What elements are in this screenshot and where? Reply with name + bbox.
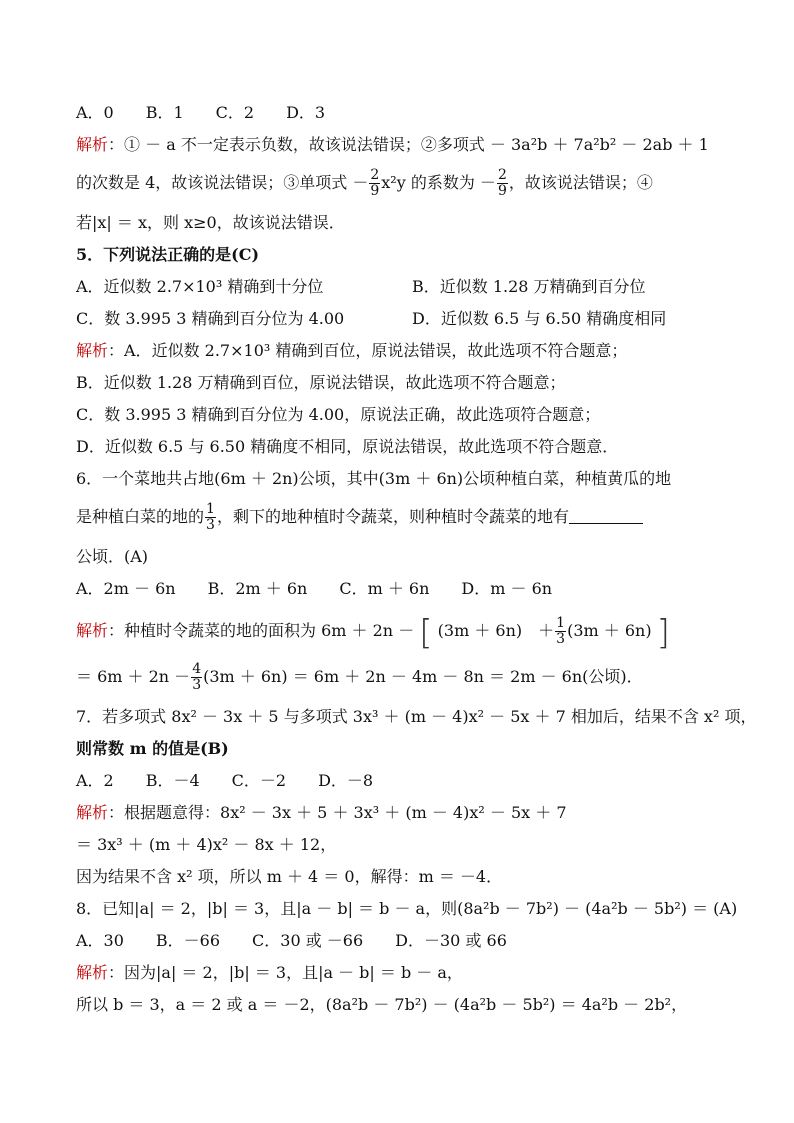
- q8-analysis-line-1: [76, 962, 724, 984]
- q6-options: A．2m － 6n B．2m ＋ 6n C．m ＋ 6n D．m － 6n: [76, 579, 553, 598]
- analysis-label: 解析: [76, 803, 109, 822]
- denominator: 9: [370, 183, 380, 199]
- analysis-text: x²y 的系数为 －: [381, 173, 496, 192]
- q8-options: A．30 B．－66 C．30 或 －66 D．－30 或 66: [76, 931, 507, 950]
- q5-analysis-line-2: B．近似数 1.28 万精确到百位，原说法错误，故此选项不符合题意；: [76, 373, 566, 392]
- option-a: A．近似数 2.7×10³ 精确到十分位: [76, 277, 324, 296]
- analysis-label: 解析: [76, 341, 109, 360]
- q5-stem: 5．下列说法正确的是(C): [76, 245, 260, 264]
- left-bracket: [: [419, 613, 433, 653]
- q5-options-row-2: [76, 308, 724, 330]
- analysis-text: ＝ 6m ＋ 2n －: [76, 667, 191, 686]
- denominator: 9: [497, 183, 507, 199]
- analysis-label: 解析: [76, 621, 109, 640]
- analysis-text: (3m ＋ 6n): [567, 621, 652, 640]
- analysis-label: 解析: [76, 135, 109, 154]
- q4-analysis-line-1: [76, 134, 724, 156]
- right-bracket: ]: [656, 613, 670, 653]
- q7-analysis-line-3: 因为结果不含 x² 项，所以 m ＋ 4 ＝ 0，解得：m ＝ －4．: [76, 867, 503, 886]
- fraction: [369, 168, 380, 199]
- numerator: 2: [497, 167, 507, 183]
- q6-stem-line-1: 6．一个菜地共占地(6m ＋ 2n)公顷，其中(3m ＋ 6n)公顷种植白菜，种植黄瓜的地: [76, 469, 672, 488]
- denominator: 3: [206, 517, 215, 533]
- numerator: 1: [206, 501, 215, 517]
- analysis-text: (3m ＋ 6n) ＝ 6m ＋ 2n － 4m － 8n ＝ 2m － 6n(公顷)．: [203, 667, 643, 686]
- analysis-text: ：因为|a| ＝ 2，|b| ＝ 3，且|a － b| ＝ b － a，: [108, 963, 463, 982]
- fraction: [205, 502, 216, 533]
- fraction: [555, 616, 566, 647]
- q6-stem-line-2: [76, 502, 724, 533]
- analysis-label: 解析: [76, 963, 109, 982]
- q6-analysis-line-1: [76, 613, 724, 653]
- option-b: B．近似数 1.28 万精确到百分位: [412, 277, 646, 296]
- q7-stem-line-2: 则常数 m 的值是(B): [76, 739, 229, 758]
- analysis-text: ：根据题意得：8x² － 3x ＋ 5 ＋ 3x³ ＋ (m － 4)x² － 5x ＋ 7: [108, 803, 567, 822]
- q7-analysis-line-1: [76, 802, 724, 824]
- q6-stem-line-3: 公顷．(A): [76, 547, 149, 566]
- denominator: 3: [556, 631, 566, 647]
- analysis-text: ：① － a 不一定表示负数，故该说法错误；②多项式 － 3a²b ＋ 7a²b² － 2ab ＋ 1: [108, 135, 709, 154]
- stem-text: 是种植白菜的地的: [76, 507, 205, 526]
- q5-analysis-line-3: C．数 3.995 3 精确到百分位为 4.00，原说法正确，故此选项符合题意；: [76, 405, 601, 424]
- q7-options: A．2 B．－4 C．－2 D．－8: [76, 771, 374, 790]
- numerator: 2: [370, 167, 380, 183]
- analysis-text: 的次数是 4，故该说法错误；③单项式 －: [76, 173, 369, 192]
- q4-options: A．0 B．1 C．2 D．3: [76, 103, 326, 122]
- fraction: [191, 662, 202, 693]
- fraction: [497, 168, 508, 199]
- q4-analysis-line-3: 若|x| ＝ x，则 x≥0，故该说法错误．: [76, 213, 345, 232]
- q8-analysis-line-2: 所以 b ＝ 3，a ＝ 2 或 a ＝ －2，(8a²b － 7b²) － (4a²b － 5b²) ＝ 4a²b － 2b²，: [76, 995, 688, 1014]
- numerator: 1: [556, 615, 566, 631]
- analysis-text: ：种植时令蔬菜的地的面积为 6m ＋ 2n －: [108, 621, 415, 640]
- option-c: C．数 3.995 3 精确到百分位为 4.00: [76, 309, 345, 328]
- stem-text: ，剩下的地种植时令蔬菜，则种植时令蔬菜的地有: [216, 507, 569, 526]
- denominator: 3: [192, 677, 202, 693]
- numerator: 4: [192, 661, 202, 677]
- analysis-text: (3m ＋ 6n) ＋: [437, 621, 555, 640]
- q8-stem: 8．已知|a| ＝ 2，|b| ＝ 3，且|a － b| ＝ b － a，则(8a²b － 7b²) － (4a²b － 5b²) ＝ (A): [76, 899, 738, 918]
- q4-analysis-line-2: [76, 168, 724, 199]
- q5-analysis-line-1: [76, 340, 724, 362]
- q5-options-row-1: [76, 276, 724, 298]
- q6-analysis-line-2: [76, 662, 724, 693]
- analysis-text: ：A．近似数 2.7×10³ 精确到百位，原说法错误，故此选项不符合题意；: [108, 341, 628, 360]
- q5-analysis-line-4: D．近似数 6.5 与 6.50 精确度不相同，原说法错误，故此选项不符合题意．: [76, 437, 619, 456]
- option-d: D．近似数 6.5 与 6.50 精确度相同: [412, 309, 667, 328]
- q7-analysis-line-2: ＝ 3x³ ＋ (m ＋ 4)x² － 8x ＋ 12，: [76, 835, 337, 854]
- q7-stem-line-1: 7．若多项式 8x² － 3x ＋ 5 与多项式 3x³ ＋ (m － 4)x² － 5x ＋ 7 相加后，结果不含 x² 项，: [76, 707, 757, 726]
- answer-blank: [569, 507, 643, 524]
- analysis-text: ，故该说法错误；④: [508, 173, 653, 192]
